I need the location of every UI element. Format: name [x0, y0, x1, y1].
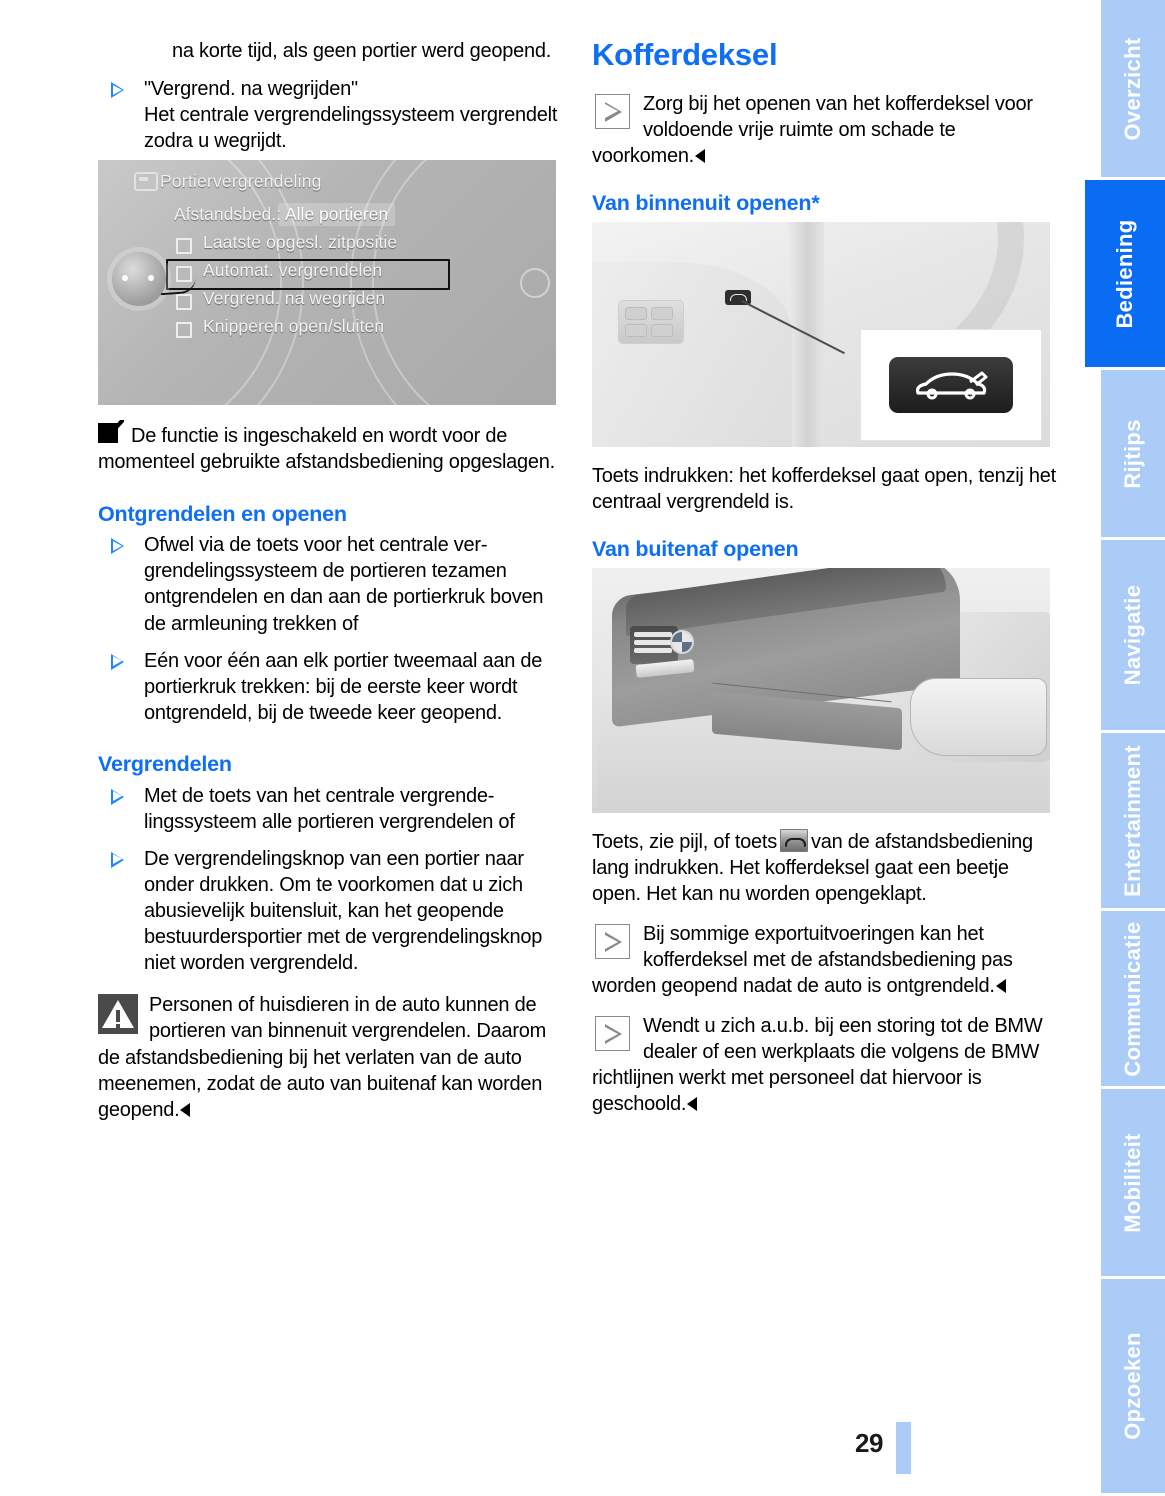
- idrive-setting-value[interactable]: Alle portieren: [278, 203, 395, 226]
- sidebar-item-opzoeken[interactable]: [1101, 1279, 1165, 1493]
- auto-lock-bullet-list: [98, 76, 568, 154]
- triangle-bullet-inner-icon: [113, 85, 122, 95]
- idrive-option[interactable]: Vergrend. na wegrijden: [203, 288, 386, 309]
- figure-interior-trunk-button: [592, 222, 1050, 447]
- idrive-setting-label: Afstandsbed.:: [174, 204, 282, 225]
- right-column: [592, 38, 1062, 1132]
- bmw-roundel-badge-icon: [670, 630, 694, 654]
- triangle-bullet-inner-icon: [113, 791, 122, 801]
- chapter-sidebar: [1085, 0, 1165, 1496]
- page-title: Kofferdeksel: [592, 37, 778, 72]
- warning-note-block: [98, 992, 568, 1122]
- list-item-text: Ofwel via de toets voor het centrale vergrendelingssysteem de portieren tezamen ontgrendelen en dan aan de portierkruk boven de armleuning trekken of: [144, 534, 544, 635]
- idrive-menu-title: Portiervergrendeling: [160, 171, 322, 192]
- remote-trunk-button-icon: [780, 829, 808, 852]
- tail-light-shape: [910, 678, 1047, 756]
- sidebar-item-bediening[interactable]: [1085, 180, 1165, 370]
- note-text: Wendt u zich a.u.b. bij een storing tot de BMW dealer of een werkplaats die volgens de BMW richtlijnen werkt met personeel dat hiervoor is geschoold.: [592, 1015, 1043, 1116]
- idrive-checkbox[interactable]: [176, 322, 192, 338]
- checked-checkbox-icon: [98, 421, 127, 446]
- figure-watermark: [1038, 804, 1047, 807]
- idrive-option[interactable]: Knipperen open/sluiten: [203, 316, 385, 337]
- list-item-text: Met de toets van het centrale vergrendelingssysteem alle portieren vergrendelen of: [144, 784, 515, 833]
- figure-watermark: [1038, 438, 1047, 441]
- page-number: 29: [855, 1428, 883, 1458]
- note-text: Zorg bij het openen van het kofferdeksel voor voldoende vrije ruimte om schade te voorkomen.: [592, 92, 1033, 167]
- idrive-controller-knob-icon: [112, 252, 166, 306]
- heading-van-binnenuit-openen: Van binnenuit openen*: [592, 191, 820, 215]
- list-item: [98, 783, 568, 835]
- lock-bullet-list: [98, 783, 568, 977]
- triangle-bullet-inner-icon: [113, 854, 122, 864]
- window-switch-panel-icon: [618, 300, 684, 344]
- triangle-bullet-inner-icon: [113, 656, 122, 666]
- sidebar-item-label: Overzicht: [1120, 37, 1145, 140]
- heading-ontgrendelen-en-openen: Ontgrendelen en openen: [98, 501, 347, 526]
- figure-exterior-trunk: [592, 568, 1050, 813]
- idrive-option[interactable]: Laatste opgesl. zitpositie: [203, 232, 398, 253]
- menu-header-icon: [134, 172, 158, 191]
- sidebar-item-navigatie[interactable]: [1101, 540, 1165, 733]
- warning-triangle-icon: [98, 994, 138, 1034]
- sidebar-item-rijtips[interactable]: [1101, 370, 1165, 540]
- idrive-checkbox[interactable]: [176, 238, 192, 254]
- heading-vergrendelen: Vergrendelen: [98, 751, 232, 776]
- callout-box-trunk-button: [860, 329, 1042, 441]
- sidebar-item-label: Opzoeken: [1120, 1332, 1145, 1440]
- note-end-marker-icon: [996, 979, 1006, 993]
- unlock-bullet-list: [98, 532, 568, 726]
- note-triangle-icon: [595, 1016, 630, 1051]
- figure-idrive-door-locking: [98, 160, 556, 405]
- idrive-checkbox[interactable]: [176, 294, 192, 310]
- checkbox-note-paragraph: [98, 421, 568, 475]
- sidebar-item-label: Rijtips: [1120, 418, 1145, 489]
- checkbox-note-text: De functie is ingeschakeld en wordt voor de momenteel gebruikte afstandsbediening opgeslagen.: [98, 425, 555, 474]
- list-item: [98, 532, 568, 636]
- sidebar-item-communicatie[interactable]: [1101, 911, 1165, 1089]
- sidebar-item-label: Bediening: [1112, 218, 1137, 329]
- bullet-line-1: "Vergrend. na wegrijden": [144, 78, 358, 101]
- car-trunk-open-icon: [912, 369, 990, 401]
- footer-accent-bar: [896, 1422, 911, 1474]
- note-block-clearance: [592, 91, 1062, 169]
- idrive-screen: [98, 160, 556, 405]
- note-block-export-versions: [592, 921, 1062, 999]
- note-triangle-icon: [595, 924, 630, 959]
- text-part-2: van de afstandsbediening lang indrukken. Het kofferdeksel gaat een beetje open. Het kan nu worden opengeklapt.: [592, 830, 1033, 905]
- bullet-line-2: Het centrale vergrendelingssysteem vergrendelt zodra u wegrijdt.: [144, 104, 558, 153]
- sidebar-item-overzicht[interactable]: [1101, 0, 1165, 180]
- note-block-dealer-service: [592, 1013, 1062, 1117]
- note-triangle-icon: [595, 94, 630, 129]
- note-text: Bij sommige exportuitvoeringen kan het kofferdeksel met de afstandsbediening pas worden geopend nadat de auto is ontgrendeld.: [592, 922, 1013, 998]
- text-after-exterior-figure: [592, 829, 1062, 907]
- idrive-option[interactable]: Automat. vergrendelen: [203, 260, 383, 281]
- note-end-marker-icon: [695, 149, 705, 163]
- sidebar-item-label: Mobiliteit: [1120, 1132, 1145, 1233]
- warning-note-text: Personen of huisdieren in de auto kunnen de portieren van binnenuit vergrendelen. Daarom de afstandsbediening bij het verlaten van de auto meenemen, zodat de auto van buitenaf kan worden geopend.: [98, 994, 547, 1121]
- triangle-bullet-inner-icon: [113, 541, 122, 551]
- list-item-text: De vergrendelingsknop van een portier naar onder drukken. Om te voorkomen dat u zich abusievelijk buitensluit, kan het geopende bestuurdersportier met de vergrendelingsknop niet worden vergrendeld.: [144, 847, 543, 975]
- trunk-button-closeup[interactable]: [889, 357, 1013, 413]
- list-item: [98, 846, 568, 976]
- sidebar-item-mobiliteit[interactable]: [1101, 1089, 1165, 1279]
- left-column: [98, 38, 568, 1137]
- sidebar-item-label: Navigatie: [1120, 584, 1145, 686]
- decorative-door-panel: [592, 262, 792, 447]
- text-part-1: Toets, zie pijl, of toets: [592, 830, 777, 853]
- note-end-marker-icon: [687, 1097, 697, 1111]
- list-item-text: Eén voor één aan elk portier tweemaal aan de portierkruk trekken: bij de eerste keer wordt ontgrendeld, bij de tweede keer geopend.: [144, 649, 543, 724]
- continuation-paragraph: na korte tijd, als geen portier werd geopend.: [172, 40, 551, 62]
- sidebar-item-entertainment[interactable]: [1101, 733, 1165, 911]
- sidebar-item-label: Entertainment: [1120, 744, 1145, 897]
- text-after-interior-figure: Toets indrukken: het kofferdeksel gaat open, tenzij het centraal vergrendeld is.: [592, 464, 1056, 513]
- note-end-marker-icon: [180, 1103, 190, 1117]
- list-item: [98, 648, 568, 726]
- sidebar-item-label: Communicatie: [1120, 920, 1145, 1077]
- heading-van-buitenaf-openen: Van buitenaf openen: [592, 536, 799, 561]
- list-item: [98, 76, 568, 154]
